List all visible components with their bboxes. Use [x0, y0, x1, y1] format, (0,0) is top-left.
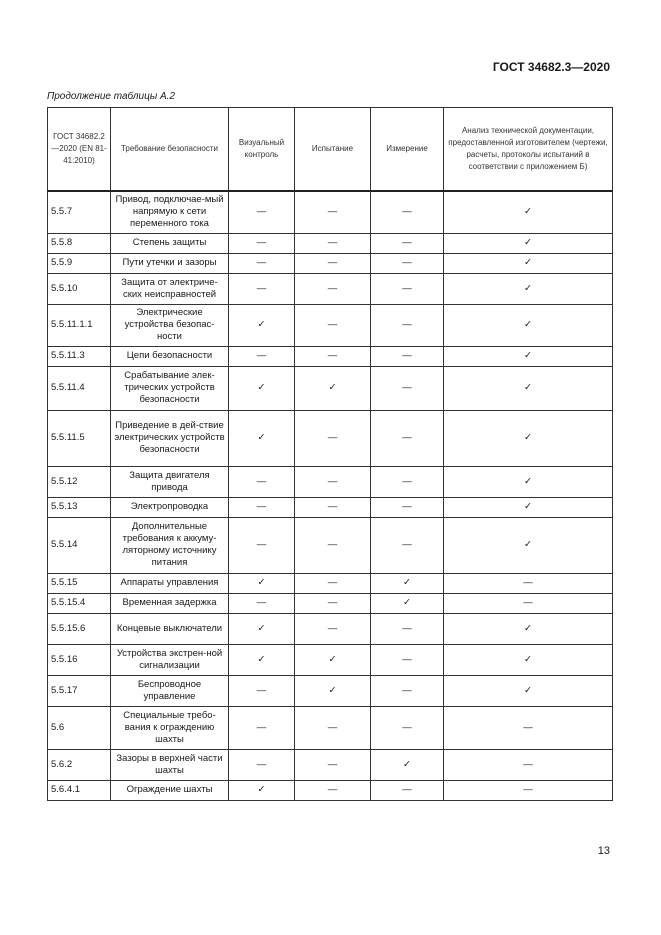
measurement-mark: — [371, 273, 444, 304]
measurement-mark: — [371, 497, 444, 517]
table-row [48, 497, 613, 517]
table-row [48, 675, 613, 706]
requirement-name: Аппараты управления [111, 573, 229, 593]
test-mark: — [295, 517, 371, 573]
visual-inspection-mark: — [229, 675, 295, 706]
requirement-name: Зазоры в верхней части шахты [111, 749, 229, 780]
clause-number: 5.5.11.4 [48, 366, 111, 410]
visual-inspection-mark: ✓ [229, 366, 295, 410]
table-row [48, 749, 613, 780]
clause-number: 5.5.7 [48, 191, 111, 233]
clause-number: 5.5.14 [48, 517, 111, 573]
test-mark: — [295, 253, 371, 273]
test-mark: — [295, 410, 371, 466]
test-mark: — [295, 466, 371, 497]
documentation-analysis-mark: ✓ [444, 273, 613, 304]
test-mark: — [295, 233, 371, 253]
test-mark: — [295, 497, 371, 517]
column-header-visual-inspection: Визуальный контроль [229, 108, 295, 192]
documentation-analysis-mark: ✓ [444, 346, 613, 366]
clause-number: 5.5.15 [48, 573, 111, 593]
measurement-mark: — [371, 517, 444, 573]
documentation-analysis-mark: ✓ [444, 366, 613, 410]
test-mark: — [295, 749, 371, 780]
clause-number: 5.5.16 [48, 644, 111, 675]
visual-inspection-mark: — [229, 749, 295, 780]
table-row [48, 517, 613, 573]
table-row [48, 613, 613, 644]
documentation-analysis-mark: ✓ [444, 466, 613, 497]
measurement-mark: — [371, 346, 444, 366]
page-number: 13 [597, 845, 610, 857]
measurement-mark: ✓ [371, 573, 444, 593]
clause-number: 5.5.11.1.1 [48, 304, 111, 346]
measurement-mark: — [371, 410, 444, 466]
clause-number: 5.5.9 [48, 253, 111, 273]
measurement-mark: — [371, 366, 444, 410]
table-row [48, 573, 613, 593]
measurement-mark: — [371, 780, 444, 800]
visual-inspection-mark: — [229, 233, 295, 253]
test-mark: — [295, 273, 371, 304]
clause-number: 5.5.8 [48, 233, 111, 253]
documentation-analysis-mark: ✓ [444, 410, 613, 466]
requirement-name: Срабатывание элек-трических устройств безопасности [111, 366, 229, 410]
requirement-name: Временная задержка [111, 593, 229, 613]
requirement-name: Электрические устройства безопас-ности [111, 304, 229, 346]
documentation-analysis-mark: ✓ [444, 613, 613, 644]
clause-number: 5.5.11.3 [48, 346, 111, 366]
requirement-name: Электропроводка [111, 497, 229, 517]
table-row [48, 191, 613, 233]
documentation-analysis-mark: — [444, 780, 613, 800]
measurement-mark: — [371, 253, 444, 273]
header-row [48, 108, 613, 192]
measurement-mark: — [371, 191, 444, 233]
requirement-name: Степень защиты [111, 233, 229, 253]
measurement-mark: — [371, 466, 444, 497]
requirements-table [47, 107, 613, 801]
documentation-analysis-mark: — [444, 573, 613, 593]
documentation-analysis-mark: ✓ [444, 644, 613, 675]
visual-inspection-mark: ✓ [229, 644, 295, 675]
requirement-name: Специальные требо-вания к ограждению шахты [111, 706, 229, 749]
test-mark: ✓ [295, 675, 371, 706]
test-mark: — [295, 304, 371, 346]
documentation-analysis-mark: — [444, 749, 613, 780]
visual-inspection-mark: ✓ [229, 573, 295, 593]
documentation-analysis-mark: — [444, 593, 613, 613]
table-row [48, 366, 613, 410]
document-code: ГОСТ 34682.3—2020 [492, 60, 610, 74]
clause-number: 5.6.4.1 [48, 780, 111, 800]
clause-number: 5.5.11.5 [48, 410, 111, 466]
documentation-analysis-mark: ✓ [444, 253, 613, 273]
table-row [48, 593, 613, 613]
table-row [48, 273, 613, 304]
test-mark: — [295, 613, 371, 644]
measurement-mark: ✓ [371, 593, 444, 613]
column-header-documentation-analysis: Анализ технической документации, предоставленной изготовителем (чертежи, расчеты, протоколы испытаний в соответствии с приложением Б) [444, 108, 613, 192]
visual-inspection-mark: — [229, 593, 295, 613]
requirement-name: Пути утечки и зазоры [111, 253, 229, 273]
documentation-analysis-mark: ✓ [444, 517, 613, 573]
table-row [48, 466, 613, 497]
table-row [48, 410, 613, 466]
test-mark: — [295, 191, 371, 233]
requirement-name: Защита от электриче-ских неисправностей [111, 273, 229, 304]
visual-inspection-mark: — [229, 517, 295, 573]
test-mark: ✓ [295, 644, 371, 675]
measurement-mark: — [371, 675, 444, 706]
test-mark: ✓ [295, 366, 371, 410]
visual-inspection-mark: — [229, 273, 295, 304]
clause-number: 5.5.10 [48, 273, 111, 304]
measurement-mark: ✓ [371, 749, 444, 780]
measurement-mark: — [371, 304, 444, 346]
documentation-analysis-mark: — [444, 706, 613, 749]
test-mark: — [295, 346, 371, 366]
clause-number: 5.6 [48, 706, 111, 749]
visual-inspection-mark: ✓ [229, 613, 295, 644]
measurement-mark: — [371, 613, 444, 644]
measurement-mark: — [371, 644, 444, 675]
table-header [48, 108, 613, 192]
documentation-analysis-mark: ✓ [444, 304, 613, 346]
test-mark: — [295, 706, 371, 749]
visual-inspection-mark: — [229, 191, 295, 233]
visual-inspection-mark: — [229, 706, 295, 749]
clause-number: 5.5.15.4 [48, 593, 111, 613]
test-mark: — [295, 593, 371, 613]
visual-inspection-mark: ✓ [229, 410, 295, 466]
column-header-measurement: Измерение [371, 108, 444, 192]
requirement-name: Приведение в дей-ствие электрических устройств безопасности [111, 410, 229, 466]
table-caption: Продолжение таблицы А.2 [47, 91, 175, 102]
visual-inspection-mark: — [229, 497, 295, 517]
documentation-analysis-mark: ✓ [444, 191, 613, 233]
table-row [48, 706, 613, 749]
clause-number: 5.6.2 [48, 749, 111, 780]
test-mark: — [295, 780, 371, 800]
clause-number: 5.5.17 [48, 675, 111, 706]
documentation-analysis-mark: ✓ [444, 233, 613, 253]
requirement-name: Беспроводное управление [111, 675, 229, 706]
column-header-test: Испытание [295, 108, 371, 192]
measurement-mark: — [371, 706, 444, 749]
table-row [48, 233, 613, 253]
requirement-name: Привод, подключае-мый напрямую к сети переменного тока [111, 191, 229, 233]
clause-number: 5.5.13 [48, 497, 111, 517]
clause-number: 5.5.15.6 [48, 613, 111, 644]
visual-inspection-mark: — [229, 253, 295, 273]
table-row [48, 780, 613, 800]
requirement-name: Защита двигателя привода [111, 466, 229, 497]
test-mark: — [295, 573, 371, 593]
visual-inspection-mark: — [229, 346, 295, 366]
visual-inspection-mark: ✓ [229, 780, 295, 800]
table-row [48, 304, 613, 346]
clause-number: 5.5.12 [48, 466, 111, 497]
column-header-safety-requirement: Требование безопасности [111, 108, 229, 192]
visual-inspection-mark: — [229, 466, 295, 497]
requirement-name: Устройства экстрен-ной сигнализации [111, 644, 229, 675]
requirement-name: Цепи безопасности [111, 346, 229, 366]
column-header-standard-clause: ГОСТ 34682.2—2020 (EN 81-41:2010) [48, 108, 111, 192]
requirement-name: Ограждение шахты [111, 780, 229, 800]
requirement-name: Дополнительные требования к аккуму-ляторному источнику питания [111, 517, 229, 573]
measurement-mark: — [371, 233, 444, 253]
documentation-analysis-mark: ✓ [444, 497, 613, 517]
table-row [48, 644, 613, 675]
documentation-analysis-mark: ✓ [444, 675, 613, 706]
table-row [48, 253, 613, 273]
table-body [48, 191, 613, 800]
visual-inspection-mark: ✓ [229, 304, 295, 346]
table-row [48, 346, 613, 366]
requirement-name: Концевые выключатели [111, 613, 229, 644]
